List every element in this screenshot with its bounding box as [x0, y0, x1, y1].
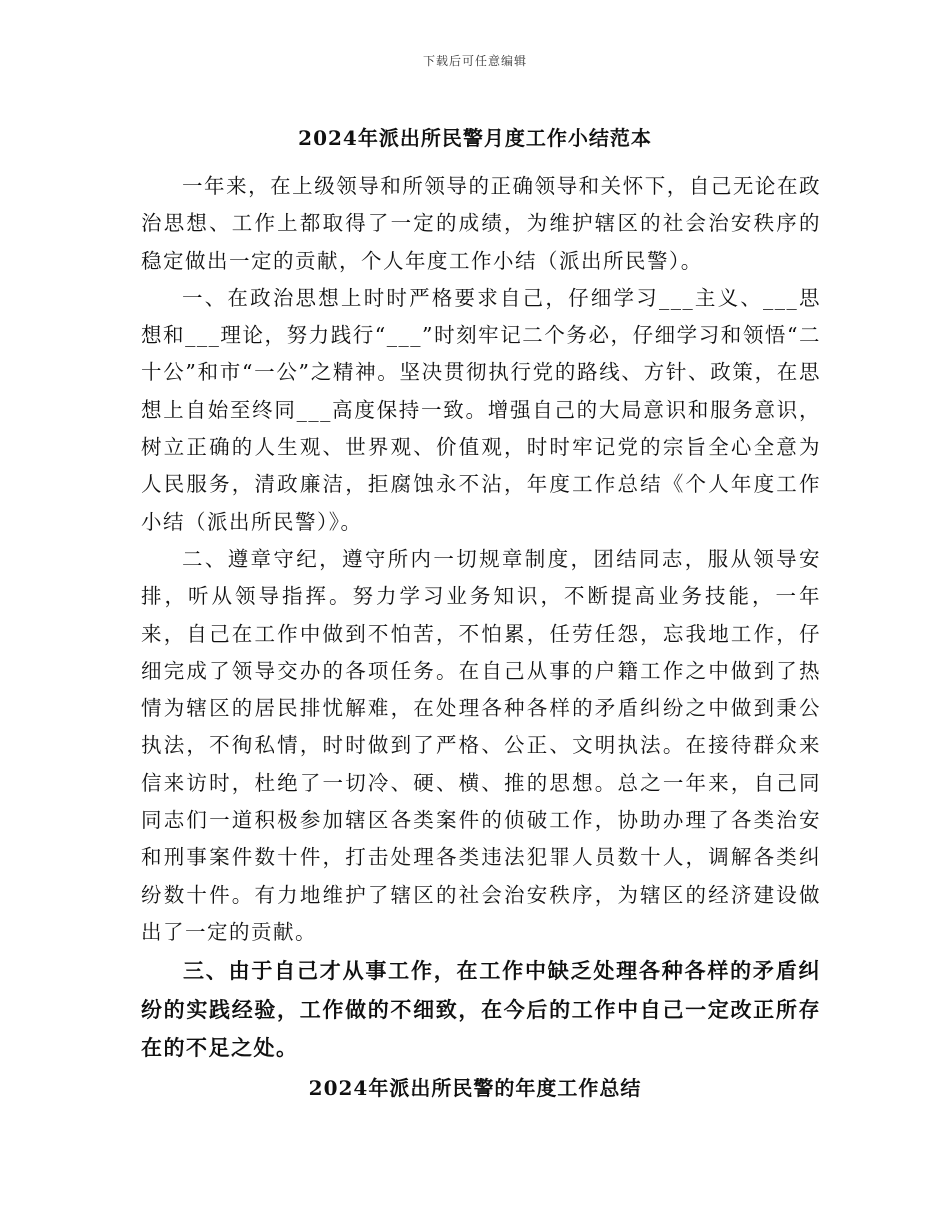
- page-header-note: 下载后可任意编辑: [422, 54, 527, 68]
- paragraph-section-1: 一、在政治思想上时时严格要求自己，仔细学习___主义、___思想和___理论，努力践行“___”时刻牢记二个务必，仔细学习和领悟“二十公”和市“一公”之精神。坚决贯彻执行党的路线、方针、政策，在思想上自始至终同___高度保持一致。增强自己的大局意识和服务意识，树立正确的人生观、世界观、价值观，时时牢记党的宗旨全心全意为人民服务，清政廉洁，拒腐蚀永不沾，年度工作总结《个人年度工作小结（派出所民警）》。: [141, 285, 821, 534]
- document-body: [141, 168, 821, 1068]
- document-title: 2024年派出所民警月度工作小结范本: [298, 126, 652, 150]
- paragraph-intro: 一年来，在上级领导和所领导的正确领导和关怀下，自己无论在政治思想、工作上都取得了一定的成绩，为维护辖区的社会治安秩序的稳定做出一定的贡献，个人年度工作小结（派出所民警）。: [141, 174, 821, 273]
- document-subtitle: 2024年派出所民警的年度工作总结: [308, 1076, 642, 1100]
- paragraph-section-3: 三、由于自己才从事工作，在工作中缺乏处理各种各样的矛盾纠纷的实践经验，工作做的不细致，在今后的工作中自己一定改正所存在的不足之处。: [141, 958, 821, 1061]
- paragraph-section-2: 二、遵章守纪，遵守所内一切规章制度，团结同志，服从领导安排，听从领导指挥。努力学习业务知识，不断提高业务技能，一年来，自己在工作中做到不怕苦，不怕累，任劳任怨，忘我地工作，仔细完成了领导交办的各项任务。在自己从事的户籍工作之中做到了热情为辖区的居民排忧解难，在处理各种各样的矛盾纠纷之中做到秉公执法，不徇私情，时时做到了严格、公正、文明执法。在接待群众来信来访时，杜绝了一切冷、硬、横、推的思想。总之一年来，自己同同志们一道积极参加辖区各类案件的侦破工作，协助办理了各类治安和刑事案件数十件，打击处理各类违法犯罪人员数十人，调解各类纠纷数十件。有力地维护了辖区的社会治安秩序，为辖区的经济建设做出了一定的贡献。: [141, 546, 821, 944]
